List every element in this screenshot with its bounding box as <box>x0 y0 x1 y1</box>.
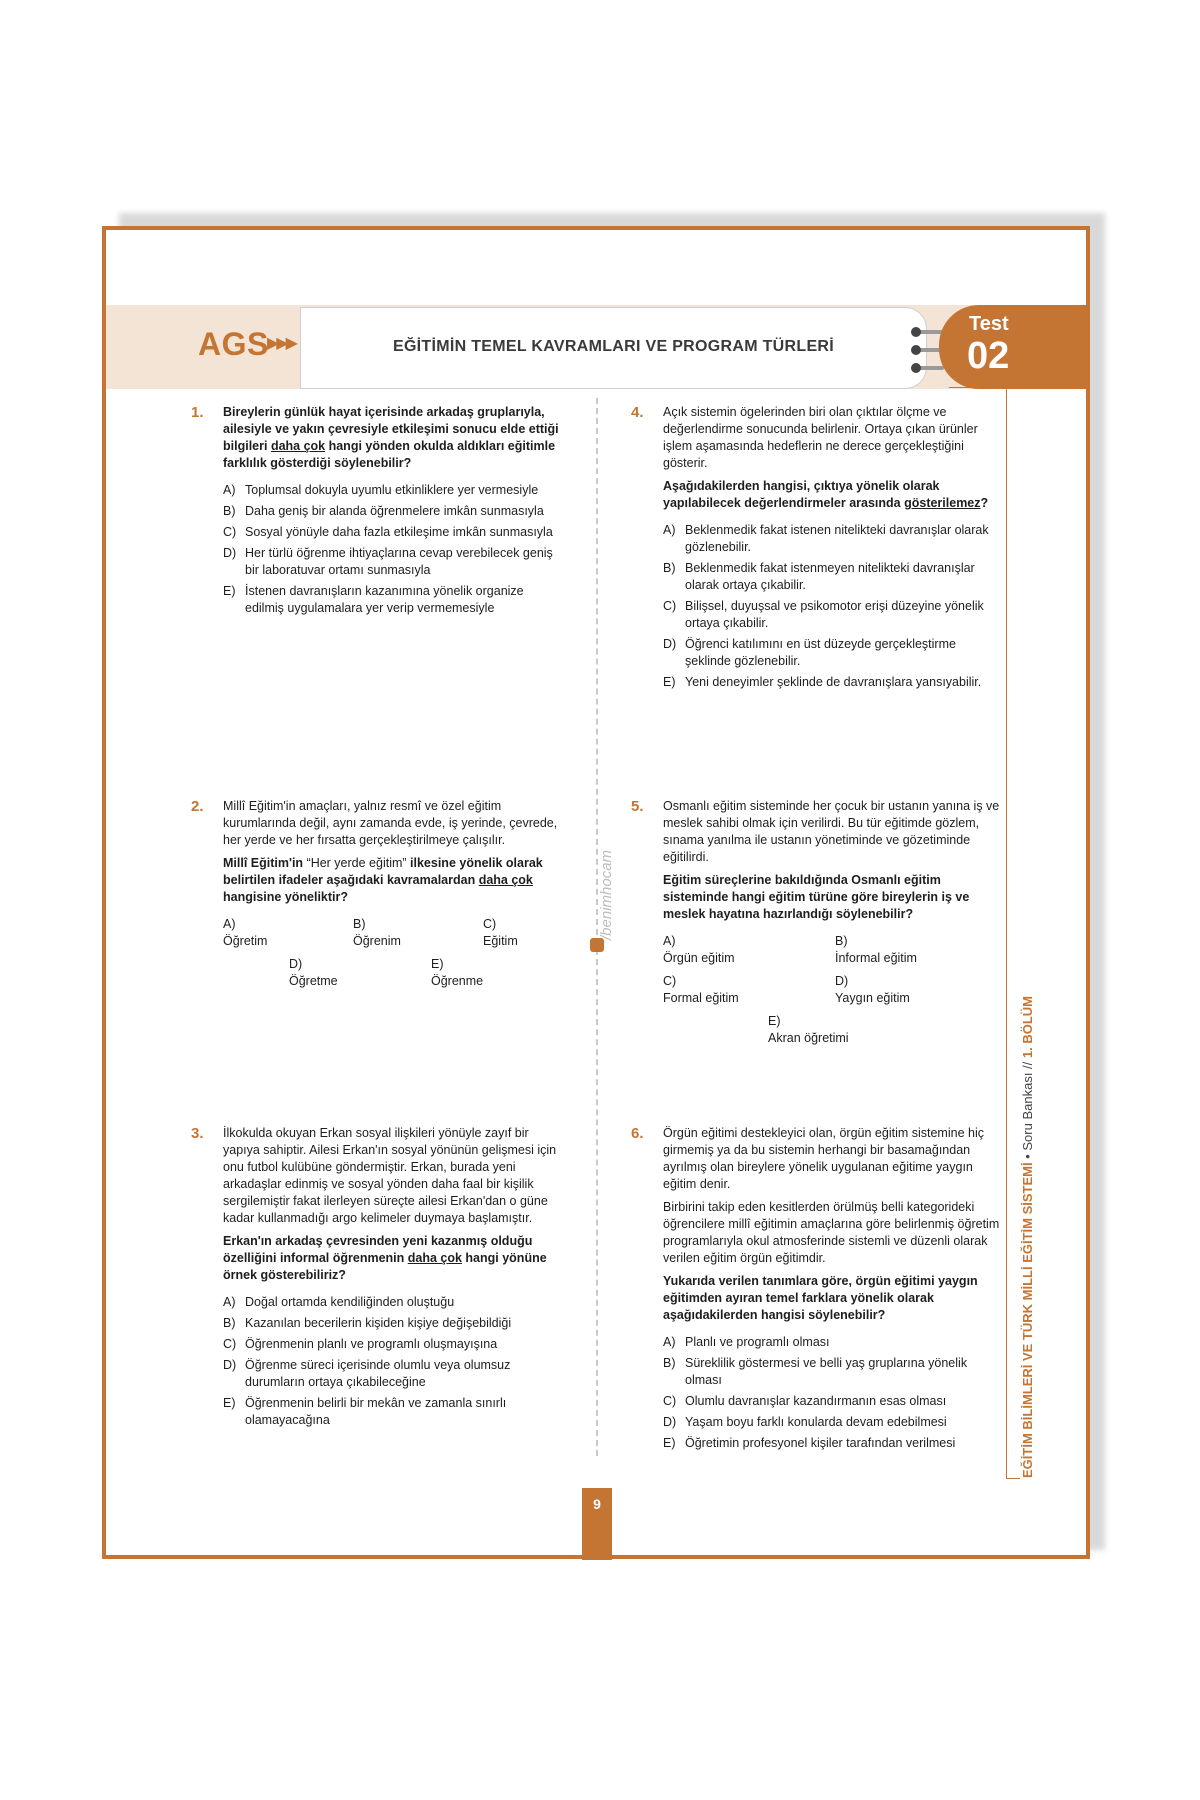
options <box>663 1334 1003 1452</box>
option-e[interactable]: E) Öğretimin profesyonel kişiler tarafından verilmesi <box>663 1436 956 1450</box>
option-d[interactable]: D) Öğrenci katılımını en üst düzeyde gerçekleştirme şeklinde gözlenebilir. <box>663 637 956 668</box>
watermark: /benimhocam <box>598 849 615 940</box>
question-1 <box>191 404 563 621</box>
question-intro: Osmanlı eğitim sisteminde her çocuk bir ustanın yanına iş ve meslek sahibi olmak için verilirdi. Bu tür eğitimde gözlem, sınama yanılma ile ustanın yönetiminde ve gözetiminde eğitilirdi. <box>663 799 1000 864</box>
options <box>223 1294 563 1429</box>
question-number: 2. <box>191 798 204 815</box>
question-stem: Bireylerin günlük hayat içerisinde arkadaş gruplarıyla, ailesiyle ve yakın çevresiyle etkileşimi sonucu elde ettiği bilgileri daha çok hangi yönden okulda aldıkları eğitimle farklılık gösterdiği söylenebilir? <box>223 405 559 470</box>
side-rule <box>1006 387 1007 1478</box>
side-rule-bottom <box>1006 1478 1020 1479</box>
question-number: 3. <box>191 1125 204 1142</box>
question-number: 4. <box>631 404 644 421</box>
option-c[interactable]: C) Olumlu davranışlar kazandırmanın esas olması <box>663 1394 947 1408</box>
option-e[interactable]: E) Öğrenmenin belirli bir mekân ve zamanla sınırlı olamayacağına <box>223 1396 507 1427</box>
option-c[interactable]: C) Formal eğitim <box>663 974 739 1005</box>
option-d[interactable]: D) Öğretme <box>289 957 338 988</box>
question-3 <box>191 1125 563 1433</box>
question-number: 6. <box>631 1125 644 1142</box>
test-number: 02 <box>967 335 1010 377</box>
question-number: 1. <box>191 404 204 421</box>
question-intro: Örgün eğitimi destekleyici olan, örgün eğitim sistemine hiç girmemiş ya da bu sistemin herhangi bir basamağından ayrılmış olan bireylere yönelik uygulanan eğitime yaygın eğitim denir. <box>663 1126 984 1191</box>
option-c[interactable]: C) Öğrenmenin planlı ve programlı oluşmayışına <box>223 1337 498 1351</box>
option-b[interactable]: B) İnformal eğitim <box>835 934 917 965</box>
options <box>663 522 1003 691</box>
option-a[interactable]: A) Beklenmedik fakat istenen nitelikteki davranışlar olarak gözlenebilir. <box>663 523 989 554</box>
question-intro: Açık sistemin ögelerinden biri olan çıktılar ölçme ve değerlendirme sonucunda belirlenir. Ortaya çıkan ürünler işlem aşamasında hedeflerin ne derece gerçekleştiğini gösterir. <box>663 405 978 470</box>
question-stem: Yukarıda verilen tanımlara göre, örgün eğitimi yaygın eğitimden ayıran temel farklara yönelik olarak aşağıdakilerden hangisi söylenebilir? <box>663 1274 978 1322</box>
option-c[interactable]: C) Eğitim <box>483 917 518 948</box>
page-title: EĞİTİMİN TEMEL KAVRAMLARI VE PROGRAM TÜRLERİ <box>392 338 835 355</box>
question-5 <box>631 798 1003 1047</box>
option-a[interactable]: A) Doğal ortamda kendiliğinden oluştuğu <box>223 1295 455 1309</box>
option-b[interactable]: B) Daha geniş bir alanda öğrenmelere imkân sunmasıyla <box>223 504 544 518</box>
test-label: Test <box>969 313 1009 335</box>
option-d[interactable]: D) Her türlü öğrenme ihtiyaçlarına cevap verebilecek geniş bir laboratuvar ortamı sunmasıyla <box>223 546 553 577</box>
option-a[interactable]: A) Öğretim <box>223 917 268 948</box>
option-c[interactable]: C) Bilişsel, duyuşsal ve psikomotor erişi düzeyine yönelik ortaya çıkabilir. <box>663 599 984 630</box>
side-section-label <box>1020 996 1035 1478</box>
page-number-tab <box>582 1488 612 1560</box>
question-intro: Millî Eğitim'in amaçları, yalnız resmî ve özel eğitim kurumlarında değil, aynı zamanda evde, iş yerinde, çevrede, her yerde ve her fırsatta gerçekleştirilmeye çalışılır. <box>223 799 558 847</box>
option-b[interactable]: B) Beklenmedik fakat istenmeyen nitelikteki davranışlar olarak ortaya çıkabilir. <box>663 561 975 592</box>
option-d[interactable]: D) Öğrenme süreci içerisinde olumlu veya olumsuz durumların ortaya çıkabileceğine <box>223 1358 511 1389</box>
options <box>663 933 1003 1047</box>
question-stem: Aşağıdakilerden hangisi, çıktıya yönelik olarak yapılabilecek değerlendirmeler arasında gösterilemez? <box>663 479 989 510</box>
option-e[interactable]: E) Yeni deneyimler şeklinde de davranışlara yansıyabilir. <box>663 675 982 689</box>
question-intro: İlkokulda okuyan Erkan sosyal ilişkileri yönüyle zayıf bir yapıya sahiptir. Ailesi Erkan'ın sosyal yönünün gelişmesi için onu futbol kulübüne göndermiştir. Erkan, burada yeni arkadaşlar edinmiş ve sosyal yönden daha faal bir kişilik sergilemiştir fakat ilerleyen süreçte ailesi Erkan'dan o güne kadar kullanmadığı argo kelimeler duymaya başlamıştır. <box>223 1126 557 1225</box>
option-c[interactable]: C) Sosyal yönüyle daha fazla etkileşime imkân sunmasıyla <box>223 525 553 539</box>
option-b[interactable]: B) Kazanılan becerilerin kişiden kişiye değişebildiği <box>223 1316 512 1330</box>
option-e[interactable]: E) Öğrenme <box>431 957 484 988</box>
option-a[interactable]: A) Toplumsal dokuyla uyumlu etkinliklere yer vermesiyle <box>223 483 539 497</box>
title-box <box>300 307 927 389</box>
question-intro-2: Birbirini takip eden kesitlerden örülmüş belli kategorideki öğrencilere millî eğitimin amaçlarına göre belirlenmiş öğretim programlarıyla okul atmosferinde sistemli ve düzenli olarak verilen eğitim örgün eğitimdir. <box>663 1200 1000 1265</box>
test-tab <box>939 305 1086 389</box>
question-number: 5. <box>631 798 644 815</box>
side-rule-top <box>949 387 1007 388</box>
ags-logo: AGS <box>198 326 269 362</box>
option-b[interactable]: B) Öğrenim <box>353 917 401 948</box>
option-e[interactable]: E) Akran öğretimi <box>768 1014 849 1045</box>
option-d[interactable]: D) Yaşam boyu farklı konularda devam edebilmesi <box>663 1415 947 1429</box>
option-a[interactable]: A) Örgün eğitim <box>663 934 735 965</box>
option-e[interactable]: E) İstenen davranışların kazanımına yönelik organize edilmiş uygulamalara yer verip vermemesiyle <box>223 584 524 615</box>
play-icon <box>590 938 604 952</box>
option-a[interactable]: A) Planlı ve programlı olması <box>663 1335 830 1349</box>
options <box>223 482 563 617</box>
side-label-part: 1. BÖLÜM <box>1020 995 1035 1059</box>
question-2 <box>191 798 563 990</box>
page-number: 9 <box>593 1496 601 1512</box>
option-d[interactable]: D) Yaygın eğitim <box>835 974 910 1005</box>
ags-arrows-icon: ▶▶▶ <box>267 335 295 352</box>
side-label-main: EĞİTİM BİLİMLERİ VE TÜRK MİLLİ EĞİTİM SİSTEMİ <box>1020 1162 1035 1478</box>
question-6 <box>631 1125 1003 1456</box>
question-stem: Millî Eğitim'in “Her yerde eğitim” ilkesine yönelik olarak belirtilen ifadeler aşağıdaki kavramalardan daha çok hangisine yöneliktir? <box>223 856 543 904</box>
question-4 <box>631 404 1003 695</box>
option-b[interactable]: B) Süreklilik göstermesi ve belli yaş gruplarına yönelik olması <box>663 1356 968 1387</box>
question-stem: Eğitim süreçlerine bakıldığında Osmanlı eğitim sisteminde hangi eğitim türüne göre bireylerin iş ve meslek hayatına hazırlandığı söylenebilir? <box>663 873 970 921</box>
side-label-sub: • Soru Bankası // <box>1020 1058 1035 1163</box>
question-stem: Erkan'ın arkadaş çevresinden yeni kazanmış olduğu özelliğini informal öğrenmenin daha çok hangi yönüne örnek gösterebiliriz? <box>223 1234 547 1282</box>
options <box>223 916 563 990</box>
